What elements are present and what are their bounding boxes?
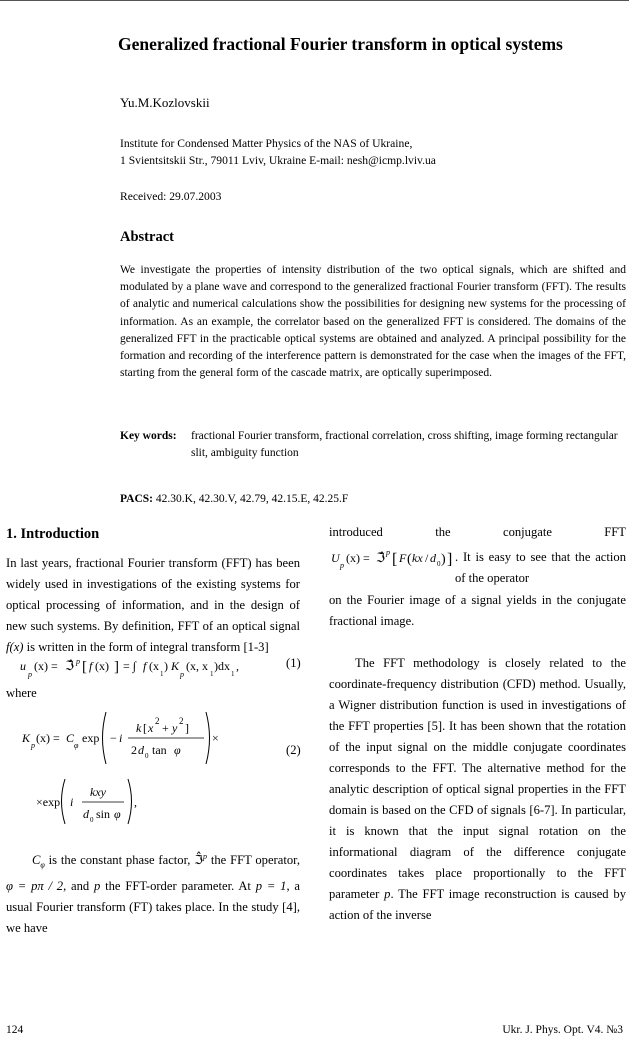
pacs: [120, 493, 348, 505]
equation-2: [6, 704, 300, 834]
svg-text:u: u: [20, 659, 26, 673]
svg-text:= ∫: = ∫: [123, 659, 137, 673]
svg-text:d: d: [430, 551, 436, 565]
equation-1-number: (1): [286, 656, 301, 670]
svg-text:×exp: ×exp: [36, 795, 61, 809]
svg-text:y: y: [172, 721, 178, 735]
svg-text:tan: tan: [152, 743, 167, 757]
svg-text:i: i: [70, 795, 74, 809]
svg-text:[: [: [143, 721, 147, 735]
svg-text:p: p: [180, 670, 184, 679]
svg-text:,: ,: [236, 659, 239, 673]
svg-text:,: ,: [134, 795, 137, 809]
svg-text:φ: φ: [74, 741, 79, 750]
svg-text:×: ×: [212, 731, 219, 745]
keywords-text: fractional Fourier transform, fractional correlation, cross shifting, image forming rectangular slit, ambiguity function: [191, 430, 618, 459]
svg-text:): ): [164, 659, 168, 673]
svg-text:(x, x: (x, x: [186, 659, 208, 673]
col2-paragraph-2: The FFT methodology is closely related to the coordinate-frequency distribution (CFD) method. Usually, a Wigner distribution function is used in investigations of the FFT properties [5]. It has been shown that the rotation of the input signal on the middle conjugate coordinates corresponds to the FFT. The alternative method for the analytic description of optical signal properties in the FFT domain is based on the CFD of signals [6-7]. In particular, it is known that the input signal rotation on the informational diagram of the difference conjugate coordinates takes place proportionally to the FFT parameter p. The FFT image reconstruction is caused by action of the inverse: [329, 656, 626, 922]
author: Yu.M.Kozlovskii: [120, 95, 210, 110]
affiliation-line-2: 1 Svientsitskii Str., 79011 Lviv, Ukraine E-mail: nesh@icmp.lviv.ua: [120, 154, 436, 167]
svg-text:i: i: [119, 731, 123, 745]
page-number: 124: [6, 1024, 24, 1036]
svg-text:1: 1: [231, 670, 235, 678]
svg-text:sin: sin: [96, 807, 111, 821]
svg-text:f: f: [143, 659, 147, 673]
intro-paragraph-2: $C_\varphi$ is the constant phase factor, ℑ̂$^p$ the FFT operator, φ = pπ / 2, and p the FFT-order parameter. At p = 1, a usual Fourier transform (FT) takes place. In the study [4], we have: [6, 852, 300, 935]
c-phi-symbol: $C_\varphi$: [32, 853, 45, 870]
svg-text:[: [: [392, 551, 398, 568]
svg-text:0: 0: [437, 560, 441, 568]
svg-text:K: K: [171, 659, 180, 673]
svg-text:1: 1: [160, 670, 164, 678]
abstract-heading: Abstract: [120, 229, 174, 245]
svg-text:2: 2: [155, 716, 160, 726]
svg-text:f: f: [89, 659, 93, 673]
svg-text:kx: kx: [412, 551, 423, 565]
svg-text:0: 0: [145, 752, 149, 760]
svg-text:]: ]: [185, 721, 189, 735]
equation-conjugate-formula: [329, 545, 453, 571]
svg-text:+: +: [162, 721, 169, 735]
svg-text:): ): [441, 552, 446, 567]
svg-text:p: p: [76, 657, 80, 666]
svg-text:[: [: [82, 659, 87, 675]
svg-text:p: p: [28, 670, 32, 679]
svg-text:(x: (x: [149, 659, 159, 673]
svg-text:0: 0: [90, 816, 94, 824]
abstract-text: We investigate the properties of intensity distribution of the two optical signals, which are shifted and modulated by a plane wave and correspond to the generalized fractional Fourier transform (FFT). The results of analytic and numerical calculations show the possibilities for designing new systems for the processing of information. As an example, the correlator based on the generalized FFT is considered. The domains of the generalized FFT in the practicable optical systems are obtained and analyzed. A principal possibility for the formation and recording of the interference pattern is demonstrated for the case when the images of the FFT, starting from the general form of the cascade matrix, are optically superimposed.: [120, 264, 626, 380]
svg-text:U: U: [331, 551, 340, 565]
svg-text:φ: φ: [174, 743, 181, 757]
svg-text:]: ]: [447, 551, 453, 568]
svg-text:(x) =: (x) =: [36, 731, 60, 745]
svg-text:(x) =: (x) =: [346, 551, 370, 565]
equation-2-number: (2): [286, 743, 301, 757]
equation-2-formula: [6, 704, 276, 834]
intro-paragraph-1: In last years, fractional Fourier transform (FFT) has been widely used in investigations of the existing systems for optical processing of information, and in the design of new such systems. By definition, FFT of an optical signal f(x) is written in the form of integral transform [1-3]: [6, 556, 300, 654]
svg-text:)dx: )dx: [214, 659, 230, 673]
svg-text:k: k: [136, 721, 142, 735]
affiliation: [120, 135, 436, 169]
top-rule: [0, 0, 629, 1]
section-heading: 1. Introduction: [6, 526, 100, 542]
svg-text:1: 1: [210, 670, 214, 678]
svg-text:exp: exp: [82, 731, 100, 745]
fft-operator-symbol: ℑ̂$^p$: [194, 852, 208, 868]
svg-text:p: p: [31, 741, 35, 750]
svg-text:2: 2: [179, 716, 184, 726]
journal-reference: Ukr. J. Phys. Opt. V4. №3: [502, 1024, 623, 1036]
equation-1-formula: [6, 656, 300, 680]
svg-text:C: C: [66, 731, 75, 745]
col2-paragraph-1-end: on the Fourier image of a signal yields in the conjugate fractional image.: [329, 593, 626, 628]
svg-text:φ: φ: [114, 807, 121, 821]
equation-conjugate: [329, 545, 453, 571]
keywords-label: Key words:: [120, 430, 177, 442]
col2-intro-line: introduced the conjugate FFT: [329, 525, 626, 539]
svg-text:K: K: [22, 731, 31, 745]
svg-text:p: p: [386, 548, 390, 557]
pacs-label: PACS:: [120, 493, 154, 505]
svg-text:/: /: [425, 551, 429, 565]
svg-text:(x): (x): [95, 659, 109, 673]
where-label: where: [6, 686, 37, 700]
svg-text:p: p: [340, 561, 344, 570]
pacs-text: 42.30.K, 42.30.V, 42.79, 42.15.E, 42.25.F: [153, 493, 349, 505]
equation-1: [6, 656, 300, 680]
received-date: Received: 29.07.2003: [120, 190, 222, 203]
svg-text:(x) =: (x) =: [34, 659, 58, 673]
svg-text:d: d: [138, 743, 144, 757]
svg-text:(: (: [407, 552, 412, 567]
svg-text:F: F: [399, 551, 407, 565]
paper-title: Generalized fractional Fourier transform in optical systems: [118, 34, 563, 54]
affiliation-line-1: Institute for Condensed Matter Physics of the NAS of Ukraine,: [120, 137, 413, 150]
svg-text:2: 2: [131, 743, 137, 757]
col2-intro-tail: . It is easy to see that the action of the operator: [455, 550, 626, 585]
svg-text:d: d: [83, 807, 89, 821]
svg-text:kxy: kxy: [90, 785, 106, 799]
svg-text:−: −: [110, 731, 117, 745]
svg-text:ℑ̂: ℑ̂: [65, 658, 75, 673]
svg-text:ℑ̂: ℑ̂: [376, 550, 386, 565]
svg-text:]: ]: [114, 659, 119, 675]
svg-text:x: x: [148, 721, 154, 735]
